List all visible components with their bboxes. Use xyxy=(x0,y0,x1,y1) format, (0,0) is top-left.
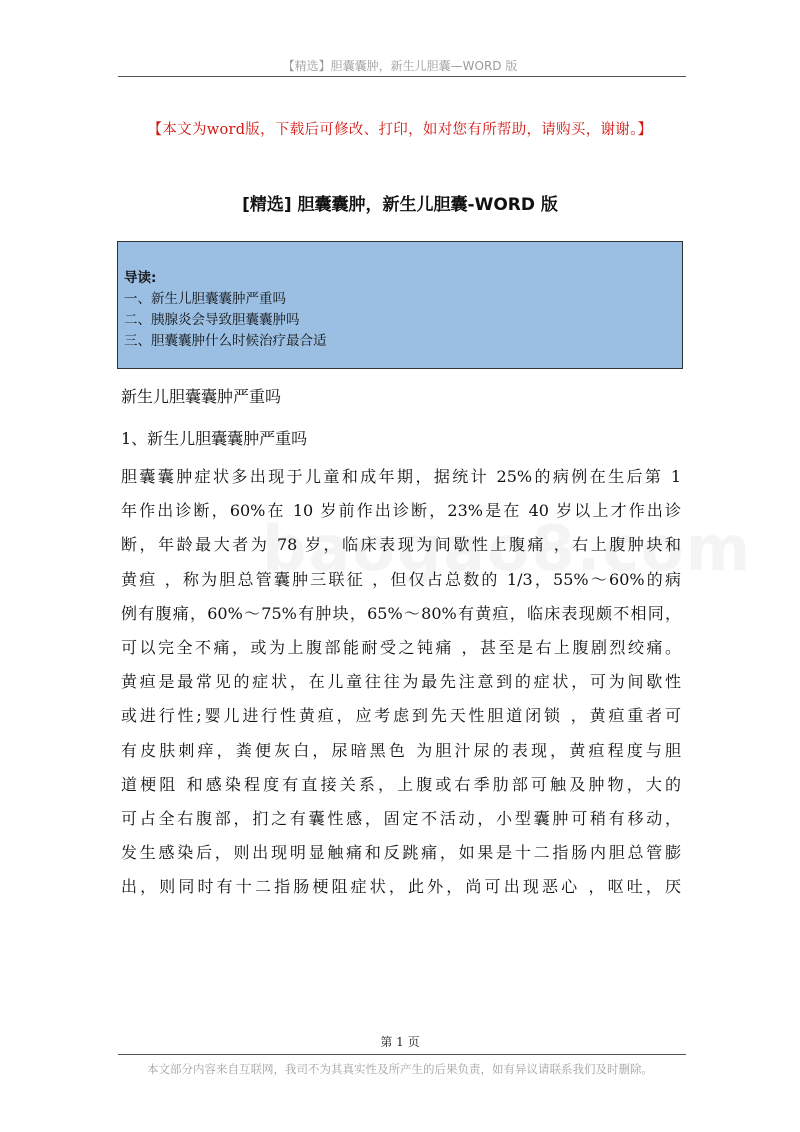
header-divider xyxy=(118,76,686,77)
page-number: 第 1 页 xyxy=(380,1035,420,1049)
body-line: 年作出诊断，60%在 10 岁前作出诊断，23%是在 40 岁以上才作出诊 xyxy=(121,501,681,521)
body-line: 有皮肤刺痒，粪便灰白，尿暗黑色 为胆汁尿的表现，黄疸程度与胆 xyxy=(121,740,681,760)
guide-label: 导读: xyxy=(124,270,157,286)
section-subheading: 1、新生儿胆囊囊肿严重吗 xyxy=(121,429,308,448)
page-header-text: 【精选】胆囊囊肿，新生儿胆囊—WORD 版 xyxy=(282,59,518,73)
guide-item: 一、新生儿胆囊囊肿严重吗 xyxy=(124,291,286,307)
body-line: 例有腹痛，60%～75%有肿块，65%～80%有黄疸，临床表现颇不相同， xyxy=(121,603,681,623)
body-line: 出，则同时有十二指肠梗阻症状，此外，尚可出现恶心 ，呕吐，厌 xyxy=(121,877,681,897)
body-line: 或进行性;婴儿进行性黄疸，应考虑到先天性胆道闭锁 ，黄疸重者可 xyxy=(121,706,681,726)
footer-disclaimer: 本文部分内容来自互联网，我司不为其真实性及所产生的后果负责，如有异议请联系我们及时删除。 xyxy=(147,1062,653,1076)
body-line: 可占全右腹部，扪之有囊性感，固定不活动，小型囊肿可稍有移动， xyxy=(121,809,681,829)
guide-box xyxy=(117,241,683,369)
watermark xyxy=(262,512,562,582)
guide-item: 三、胆囊囊肿什么时候治疗最合适 xyxy=(124,333,327,349)
document-notice: 【本文为word版，下载后可修改、打印，如对您有所帮助，请购买，谢谢。】 xyxy=(147,122,653,138)
footer-divider xyxy=(118,1054,686,1055)
body-line: 黄疸是最常见的症状，在儿童往往为最先注意到的症状，可为间歇性 xyxy=(121,672,681,692)
document-title: [精选] 胆囊囊肿，新生儿胆囊-WORD 版 xyxy=(242,195,558,215)
body-line: 胆囊囊肿症状多出现于儿童和成年期，据统计 25%的病例在生后第 1 xyxy=(121,467,681,486)
body-line: 黄疸 ，称为胆总管囊肿三联征 ，但仅占总数的 1/3，55%～60%的病 xyxy=(121,569,681,589)
body-line: 可以完全不痛，或为上腹部能耐受之钝痛 ，甚至是右上腹剧烈绞痛。 xyxy=(121,638,681,658)
body-line: 发生感染后，则出现明显触痛和反跳痛，如果是十二指肠内胆总管膨 xyxy=(121,843,681,863)
guide-item: 二、胰腺炎会导致胆囊囊肿吗 xyxy=(124,312,300,328)
body-line: 道梗阻 和感染程度有直接关系，上腹或右季肋部可触及肿物，大的 xyxy=(121,774,681,794)
section-heading: 新生儿胆囊囊肿严重吗 xyxy=(121,387,282,406)
body-line: 断，年龄最大者为 78 岁，临床表现为间歇性上腹痛 ，右上腹肿块和 xyxy=(121,535,681,555)
